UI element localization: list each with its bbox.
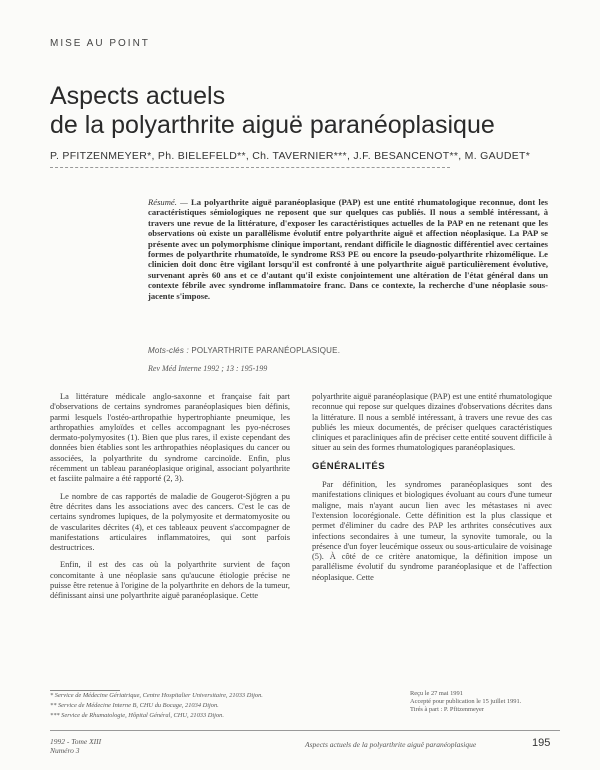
issue-number: Numéro 3: [50, 746, 80, 755]
keywords-value: POLYARTHRITE PARANÉOPLASIQUE.: [191, 346, 341, 355]
section-heading: GÉNÉRALITÉS: [312, 460, 386, 472]
received-line: Accepté pour publication le 15 juillet 1991.: [410, 697, 522, 705]
page-number: 195: [532, 737, 551, 749]
footnote-item: ** Service de Médecine Interne B, CHU du Bocage, 21034 Dijon.: [50, 701, 219, 709]
body-paragraph: Le nombre de cas rapportés de maladie de Gougerot-Sjögren a pu être décrites dans les associations avec des cancers. C'est le cas de certains syndromes lupiques, de la polymyosite et dermatomyosite ou de vascularites décrites (4), et ces tableaux peuvent s'accompagner de manifestations articulaires inflammatoires, qui sont parfois destructrices.: [50, 491, 290, 553]
received-line: Reçu le 27 mai 1991: [410, 690, 463, 697]
running-title: Aspects actuels de la polyarthrite aiguë paranéoplasique: [305, 740, 477, 749]
article-title-line-2: de la polyarthrite aiguë paranéoplasique: [50, 111, 495, 139]
issue-info: [50, 737, 101, 755]
abstract-text: La polyarthrite aiguë paranéoplasique (PAP) est une entité rhumatologique reconnue, dont les caractéristiques sémiologiques ne reposent que sur quelques cas publiés. Il nous a semblé intéressant, à travers une revue de la littérature, d'exposer les caractéristiques actuelles de la PAP en ne retenant que les observations où existe un parallélisme évolutif entre polyarthrite aiguë et affection néoplasique. La PAP se présente avec un polymorphisme clinique important, rendant difficile le diagnostic différentiel avec certaines formes de polyarthrite rhumatoïde, le syndrome RS3 PE ou encore la pseudo-polyarthrite rhizomélique. Le clinicien doit donc être vigilant lorsqu'il est confronté à une polyarthrite aiguë particulièrement évolutive, survenant après 60 ans et ce d'autant qu'il existe conjointement une altération de l'état général dans un contexte fébrile avec syndrome inflammatoire franc. Dans ce contexte, la recherche d'une néoplasie sous-jacente s'impose.: [148, 197, 548, 301]
abstract-lead: Résumé. —: [148, 197, 188, 207]
affiliation-footnotes: [50, 692, 290, 721]
footer-divider: [50, 730, 560, 731]
body-paragraph: La littérature médicale anglo-saxonne et française fait part d'observations de certains syndromes paranéoplasiques bien définis, parmi lesquels l'ostéo-arthropathie hypertrophiante pneumique, les arthropathies amyloïdes et celles accompagnant les pyo-nécroses dermato-polymyosites (1). Bien que plus rares, il existe cependant des données bien établies sont les arthropathies néoplasiques du cancer ou associées, la polyarthrite du syndrome carcinoïde. Enfin, plus récemment un tableau paranéoplasique original, associant polyarthrite et fasciite palmaire a été rapporté (2, 3).: [50, 392, 290, 484]
received-line: Tirés à part : P. Pfitzenmeyer: [410, 705, 484, 713]
keywords-label: Mots-clés :: [148, 346, 189, 355]
body-paragraph: polyarthrite aiguë paranéoplasique (PAP) est une entité rhumatologique reconnue qui repose sur quelques dizaines d'observations décrites dans la littérature. Il nous a semblé intéressant, à travers une revue des cas publiés les mieux documentés, de préciser quelques caractéristiques cliniques et paracliniques afin de préciser cette entité souvent difficile à situer au sein des formes rhumatologiques paranéoplasiques.: [312, 392, 552, 453]
footnote-divider: [50, 690, 120, 691]
body-column-right: [312, 392, 552, 590]
journal-reference: Rev Méd Interne 1992 ; 13 : 195-199: [148, 364, 268, 373]
author-divider: [50, 167, 450, 168]
section-rubric: MISE AU POINT: [50, 38, 150, 49]
body-column-left: [50, 392, 290, 609]
abstract: [148, 197, 548, 301]
footnote-item: *** Service de Rhumatologie, Hôpital Général, CHU, 21033 Dijon.: [50, 711, 224, 719]
article-title: [50, 82, 495, 140]
body-paragraph: Par définition, les syndromes paranéoplasiques sont des manifestations cliniques et biologiques évoluant au cours d'une tumeur maligne, mais n'ayant aucun lien avec les métastases ni avec l'extension locorégionale. Cette définition est la plus classique et permet d'éliminer du cadre des PAP les arthrites consécutives aux infections secondaires à une tumeur, la synovite tumorale, ou la présence d'un foyer leucémique osseux ou sous-articulaire de voisinage (5). À côté de ce critère anatomique, la définition impose un parallélisme évolutif du syndrome paranéoplasique et de l'affection néoplasique. Cette: [312, 480, 552, 582]
keywords: [148, 346, 548, 355]
issue-year-volume: 1992 - Tome XIII: [50, 737, 102, 746]
footnote-item: * Service de Médecine Gériatrique, Centre Hospitalier Universitaire, 21033 Dijon.: [50, 692, 263, 699]
article-title-line-1: Aspects actuels: [50, 82, 226, 110]
body-paragraph: Enfin, il est des cas où la polyarthrite survient de façon concomitante à une néoplasie sans qu'aucune étiologie précise ne puisse être retenue à l'origine de la polyarthrite en dehors de la tumeur, définissant ainsi une polyarthrite aiguë paranéoplasique. Cette: [50, 560, 290, 601]
received-dates: [410, 690, 560, 713]
author-list: P. PFITZENMEYER*, Ph. BIELEFELD**, Ch. TAVERNIER***, J.F. BESANCENOT**, M. GAUDET*: [50, 150, 531, 162]
